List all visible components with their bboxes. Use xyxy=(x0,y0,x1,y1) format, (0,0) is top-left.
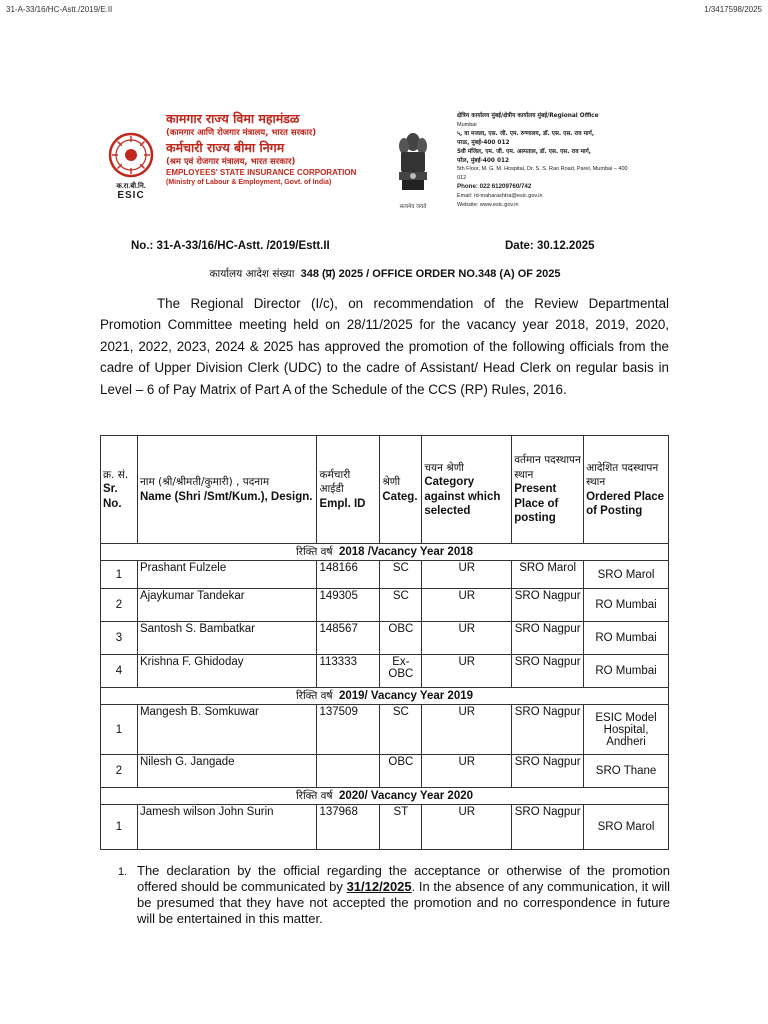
deadline-date: 31/12/2025 xyxy=(346,879,412,894)
org-name-marathi: कामगार राज्य विमा महामंडळ xyxy=(166,111,300,126)
vacancy-year-row xyxy=(101,544,669,561)
col-empl-id: कर्मचारी आईडी Empl. ID xyxy=(317,436,380,544)
file-reference: 31-A-33/16/HC-Astt./2019/E.II xyxy=(6,5,113,14)
cell-name: Ajaykumar Tandekar xyxy=(137,589,317,622)
cell-name: Santosh S. Bambatkar xyxy=(137,622,317,655)
cell-category: SC xyxy=(380,561,422,589)
note-item xyxy=(118,863,670,927)
cell-name: Jamesh wilson John Surin xyxy=(137,805,317,850)
cell-empl-id: 148567 xyxy=(317,622,380,655)
vacancy-year-row xyxy=(101,688,669,705)
document-number: 1/3417598/2025 xyxy=(704,5,762,14)
vacancy-year-label: रिक्ति वर्ष 2020/ Vacancy Year 2020 xyxy=(101,788,669,805)
cell-selected-category: UR xyxy=(422,755,512,788)
cell-ordered-posting: SRO Thane xyxy=(584,755,669,788)
cell-sr-no: 1 xyxy=(101,805,138,850)
cell-category: ST xyxy=(380,805,422,850)
email: Email: rd-maharashtra@esic.gov.in xyxy=(457,193,543,200)
office-address: क्षेत्रिय कार्यालय मुंबई/क्षेत्रीय कार्यालय मुंबई/Regional Office Mumbai ५, वा मजला, एस. जी. एम. रुग्णालय, डॉ. एस. एस. राव मार्ग, परळ, मुंबई-400 012 5वी मंजिल, एम. जी. एम. अस्पताल, डॉ. एस. एस. राव मार्ग, परेल, मुंबई-400 012 5th Floor, M. G. M. Hospital, Dr. S. S. Rao Road, Parel, Mumbai – 400 012 Phone: 022 61209760/742 Email: rd-maharashtra@esic.gov.in Website: www.esic.gov.in xyxy=(457,112,669,210)
organisation-name-block xyxy=(166,110,396,187)
org-name-english: EMPLOYEES' STATE INSURANCE CORPORATION xyxy=(166,168,357,177)
order-date: Date: 30.12.2025 xyxy=(505,240,595,252)
cell-empl-id xyxy=(317,755,380,788)
cell-present-posting: SRO Nagpur xyxy=(512,805,584,850)
cell-category: SC xyxy=(380,705,422,755)
table-row xyxy=(101,655,669,688)
logo-caption: क.रा.बी.नि. ESIC xyxy=(116,183,146,201)
cell-ordered-posting: RO Mumbai xyxy=(584,589,669,622)
cell-selected-category: UR xyxy=(422,561,512,589)
cell-sr-no: 1 xyxy=(101,705,138,755)
table-row xyxy=(101,561,669,589)
cell-empl-id: 148166 xyxy=(317,561,380,589)
cell-present-posting: SRO Marol xyxy=(512,561,584,589)
cell-category: OBC xyxy=(380,755,422,788)
cell-present-posting: SRO Nagpur xyxy=(512,705,584,755)
cell-empl-id: 137509 xyxy=(317,705,380,755)
cell-sr-no: 2 xyxy=(101,589,138,622)
order-number: No.: 31-A-33/16/HC-Astt. /2019/Estt.II xyxy=(131,240,330,252)
vacancy-year-label: रिक्ति वर्ष 2018 /Vacancy Year 2018 xyxy=(101,544,669,561)
cell-selected-category: UR xyxy=(422,622,512,655)
col-selected-category: चयन श्रेणी Category against which selected xyxy=(422,436,512,544)
ministry-marathi: (कामगार आणि रोजगार मंत्रालय, भारत सरकार) xyxy=(166,128,317,138)
cell-selected-category: UR xyxy=(422,589,512,622)
col-ordered-posting: आदेशित पदस्थापन स्थान Ordered Place of Posting xyxy=(584,436,669,544)
table-row xyxy=(101,805,669,850)
promotion-table xyxy=(100,435,669,850)
cell-empl-id: 113333 xyxy=(317,655,380,688)
cell-name: Krishna F. Ghidoday xyxy=(137,655,317,688)
cell-category: Ex-OBC xyxy=(380,655,422,688)
vacancy-year-label: रिक्ति वर्ष 2019/ Vacancy Year 2019 xyxy=(101,688,669,705)
cell-selected-category: UR xyxy=(422,805,512,850)
table-row xyxy=(101,622,669,655)
cell-sr-no: 4 xyxy=(101,655,138,688)
cell-ordered-posting: SRO Marol xyxy=(584,805,669,850)
cell-sr-no: 1 xyxy=(101,561,138,589)
cell-present-posting: SRO Nagpur xyxy=(512,755,584,788)
cell-selected-category: UR xyxy=(422,655,512,688)
table-header-row xyxy=(101,436,669,544)
national-emblem-icon xyxy=(396,130,430,200)
col-name: नाम (श्री/श्रीमती/कुमारी) , पदनाम Name (Shri /Smt/Kum.), Design. xyxy=(137,436,317,544)
cell-category: OBC xyxy=(380,622,422,655)
cell-present-posting: SRO Nagpur xyxy=(512,655,584,688)
cell-name: Prashant Fulzele xyxy=(137,561,317,589)
cell-ordered-posting: RO Mumbai xyxy=(584,622,669,655)
cell-name: Mangesh B. Somkuwar xyxy=(137,705,317,755)
note-number: 1. xyxy=(118,866,128,878)
vacancy-year-row xyxy=(101,788,669,805)
order-paragraph: The Regional Director (I/c), on recommendation of the Review Departmental Promotion Committee meeting held on 28/11/2025 for the vacancy year 2018, 2019, 2020, 2021, 2022, 2023, 2024 & 2025 has approved the promotion of the following officials from the cadre of Upper Division Clerk (UDC) to the cadre of Assistant/ Head Clerk on regular basis in Level – 6 of Pay Matrix of Part A of the Schedule of the CCS (RP) Rules, 2016. xyxy=(100,296,669,397)
table-row xyxy=(101,705,669,755)
cell-ordered-posting: RO Mumbai xyxy=(584,655,669,688)
cell-present-posting: SRO Nagpur xyxy=(512,589,584,622)
letterhead xyxy=(100,100,670,235)
order-title: कार्यालय आदेश संख्या 348 (प्र) 2025 / OFFICE ORDER NO.348 (A) OF 2025 xyxy=(209,268,561,280)
col-category: श्रेणी Categ. xyxy=(380,436,422,544)
print-header-strip xyxy=(0,0,768,20)
note-text: The declaration by the official regarding the acceptance or otherwise of the promotion offered should be communicated by 31/12/2025. In the absence of any communication, it will be presumed that they have not accepted the promotion and no correspondence in future will be entertained in this matter. xyxy=(137,863,670,926)
cell-category: SC xyxy=(380,589,422,622)
col-sr-no: क्र. सं. Sr. No. xyxy=(101,436,138,544)
org-name-hindi: कर्मचारी राज्य बीमा निगम xyxy=(166,140,285,155)
cell-selected-category: UR xyxy=(422,705,512,755)
emblem-motto: सत्यमेव जयते xyxy=(399,204,427,210)
cell-present-posting: SRO Nagpur xyxy=(512,622,584,655)
esic-logo-icon xyxy=(108,132,154,178)
website: Website: www.esic.gov.in xyxy=(457,202,519,209)
table-row xyxy=(101,755,669,788)
table-row xyxy=(101,589,669,622)
cell-empl-id: 137968 xyxy=(317,805,380,850)
cell-empl-id: 149305 xyxy=(317,589,380,622)
ministry-english: (Ministry of Labour & Employment, Govt. of India) xyxy=(166,179,332,186)
ministry-hindi: (श्रम एवं रोजगार मंत्रालय, भारत सरकार) xyxy=(166,157,296,167)
phone: Phone: 022 61209760/742 xyxy=(457,183,532,191)
cell-ordered-posting: ESIC Model Hospital, Andheri xyxy=(584,705,669,755)
col-present-posting: वर्तमान पदस्थापन स्थान Present Place of posting xyxy=(512,436,584,544)
cell-ordered-posting: SRO Marol xyxy=(584,561,669,589)
cell-sr-no: 3 xyxy=(101,622,138,655)
cell-sr-no: 2 xyxy=(101,755,138,788)
cell-name: Nilesh G. Jangade xyxy=(137,755,317,788)
